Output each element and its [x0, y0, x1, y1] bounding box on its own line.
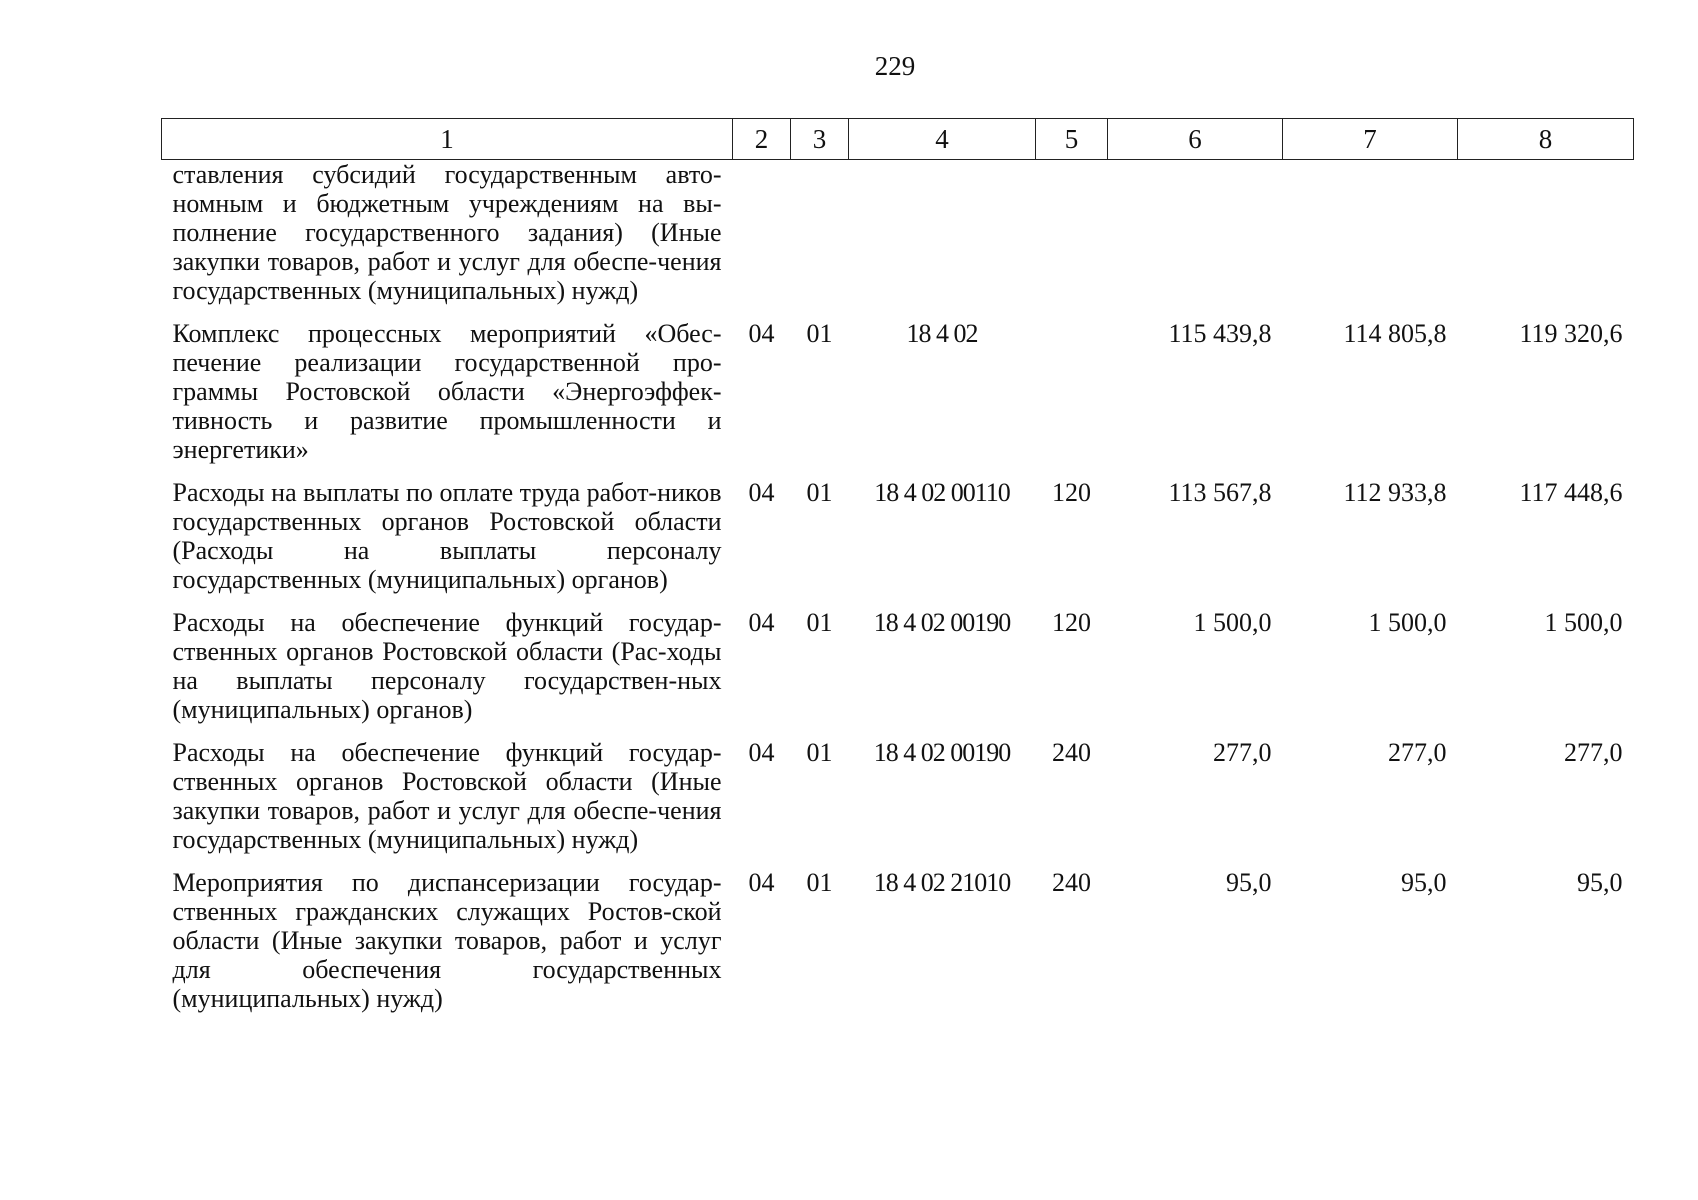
- expense-name: Комплекс процессных мероприятий «Обес-печение реализации государственной про-граммы Ростовской области «Энергоэффек-тивность и развитие промышленности и энергетики»: [172, 319, 722, 464]
- amount-col-7: 95,0: [1401, 868, 1447, 897]
- column-header-4: 4: [849, 119, 1036, 160]
- target-article-code: 18 4 02 21010: [873, 868, 1011, 897]
- table-body: [162, 160, 1634, 1020]
- expense-type-code: 240: [1052, 868, 1091, 897]
- section-code: 04: [748, 319, 775, 348]
- amount-col-7: 114 805,8: [1343, 319, 1447, 348]
- column-header-1: 1: [162, 119, 733, 160]
- column-header-6: 6: [1108, 119, 1283, 160]
- amount-col-6: 115 439,8: [1168, 319, 1272, 348]
- expense-name: Расходы на выплаты по оплате труда работ-ников государственных органов Ростовской области (Расходы на выплаты персоналу государственных (муниципальных) органов): [172, 478, 722, 594]
- subsection-code: 01: [806, 319, 833, 348]
- amount-col-8: 277,0: [1564, 738, 1623, 767]
- column-header-2: 2: [733, 119, 791, 160]
- amount-col-6: 113 567,8: [1168, 478, 1272, 507]
- section-code: [733, 160, 791, 312]
- column-header-7: 7: [1283, 119, 1458, 160]
- amount-col-7: 112 933,8: [1343, 478, 1447, 507]
- section-code: 04: [748, 868, 775, 897]
- table-row: [162, 730, 1634, 860]
- amount-col-6: 95,0: [1226, 868, 1272, 897]
- subsection-code: 01: [806, 868, 833, 897]
- expense-type-code: 240: [1052, 738, 1091, 767]
- header-row: [162, 119, 1634, 160]
- amount-col-8: 95,0: [1577, 868, 1623, 897]
- table-header: [162, 119, 1634, 160]
- section-code: 04: [748, 478, 775, 507]
- subsection-code: 01: [806, 478, 833, 507]
- amount-col-7: 1 500,0: [1368, 608, 1447, 637]
- section-code: 04: [748, 738, 775, 767]
- amount-col-6: 1 500,0: [1193, 608, 1272, 637]
- amount-col-8: 117 448,6: [1519, 478, 1623, 507]
- table-row: [162, 160, 1634, 312]
- amount-col-8: 1 500,0: [1544, 608, 1623, 637]
- column-header-3: 3: [791, 119, 849, 160]
- column-header-5: 5: [1036, 119, 1108, 160]
- amount-col-8: [1458, 160, 1634, 312]
- page-number: 229: [874, 51, 916, 81]
- expense-type-code: [1036, 160, 1108, 312]
- table-row: [162, 600, 1634, 730]
- expense-name: Расходы на обеспечение функций государ-ственных органов Ростовской области (Иные закупки товаров, работ и услуг для обеспе-чения государственных (муниципальных) нужд): [172, 738, 722, 854]
- target-article-code: 18 4 02 00110: [874, 478, 1010, 507]
- target-article-code: 18 4 02: [906, 319, 978, 348]
- subsection-code: 01: [806, 738, 833, 767]
- subsection-code: [791, 160, 849, 312]
- budget-table: [161, 118, 1634, 1019]
- expense-type-code: 120: [1052, 608, 1091, 637]
- amount-col-7: [1283, 160, 1458, 312]
- target-article-code: [849, 160, 1036, 312]
- subsection-code: 01: [806, 608, 833, 637]
- section-code: 04: [748, 608, 775, 637]
- expense-type-code: [1036, 311, 1108, 470]
- column-header-8: 8: [1458, 119, 1634, 160]
- table-row: [162, 860, 1634, 1019]
- table-row: [162, 311, 1634, 470]
- expense-name: Расходы на обеспечение функций государ-ственных органов Ростовской области (Рас-ходы на выплаты персоналу государствен-ных (муниципальных) органов): [172, 608, 722, 724]
- target-article-code: 18 4 02 00190: [873, 738, 1011, 767]
- table-row: [162, 470, 1634, 600]
- amount-col-6: [1108, 160, 1283, 312]
- target-article-code: 18 4 02 00190: [873, 608, 1011, 637]
- expense-type-code: 120: [1052, 478, 1091, 507]
- amount-col-7: 277,0: [1388, 738, 1447, 767]
- amount-col-8: 119 320,6: [1519, 319, 1623, 348]
- expense-name: ставления субсидий государственным авто-номным и бюджетным учреждениям на вы-полнение государственного задания) (Иные закупки товаров, работ и услуг для обеспе-чения государственных (муниципальных) нужд): [172, 160, 722, 305]
- expense-name: Мероприятия по диспансеризации государ-ственных гражданских служащих Ростов-ской области (Иные закупки товаров, работ и услуг для обеспечения государственных (муниципальных) нужд): [172, 868, 722, 1013]
- amount-col-6: 277,0: [1213, 738, 1272, 767]
